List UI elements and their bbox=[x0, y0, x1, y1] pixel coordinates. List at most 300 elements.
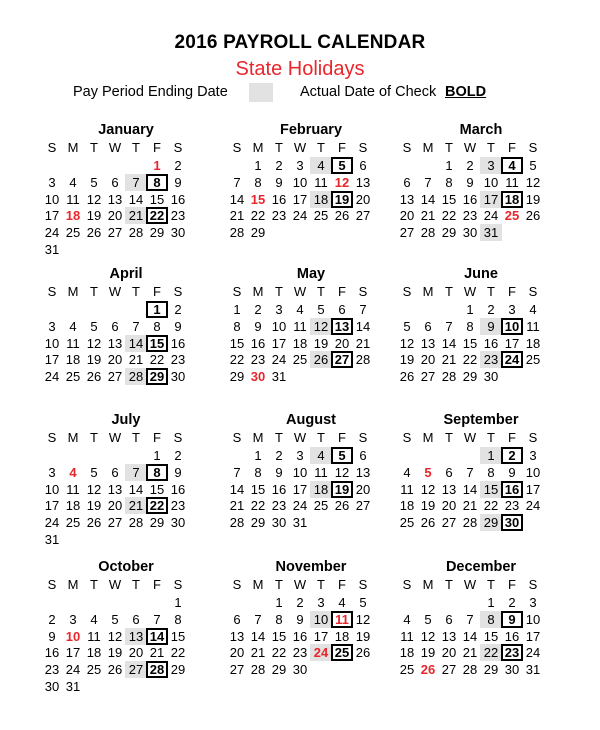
day-cell: 20 bbox=[107, 208, 123, 224]
month-name: April bbox=[109, 266, 143, 282]
day-cell: 26 bbox=[399, 369, 415, 385]
day-cell: 1 bbox=[445, 158, 453, 173]
day-cell: 4 bbox=[403, 464, 411, 480]
day-cell: 10 bbox=[292, 174, 308, 190]
day-cell: 9 bbox=[174, 318, 182, 334]
day-cell: 16 bbox=[271, 191, 287, 207]
day-header: T bbox=[132, 284, 140, 299]
day-header: T bbox=[275, 284, 283, 299]
day-cell: 24 bbox=[44, 515, 60, 531]
day-cell: 3 bbox=[529, 448, 537, 463]
day-cell: 6 bbox=[359, 158, 367, 173]
day-cell: 19 bbox=[86, 208, 102, 224]
month-name: December bbox=[445, 559, 517, 575]
day-cell: 28 bbox=[125, 368, 147, 385]
day-cell: 4 bbox=[69, 464, 77, 480]
day-cell: 16 bbox=[501, 481, 523, 498]
day-cell: 25 bbox=[525, 352, 541, 368]
day-cell: 3 bbox=[48, 464, 56, 480]
day-cell: 17 bbox=[44, 352, 60, 368]
day-cell: 11 bbox=[314, 174, 328, 190]
day-cell: 17 bbox=[65, 645, 81, 661]
day-cell: 8 bbox=[254, 464, 262, 480]
day-cell: 1 bbox=[153, 448, 161, 463]
day-cell: 29 bbox=[250, 515, 266, 531]
day-cell: 31 bbox=[271, 369, 287, 385]
day-cell: 15 bbox=[149, 481, 165, 497]
day-cell: 19 bbox=[331, 191, 353, 208]
day-cell: 9 bbox=[275, 174, 283, 190]
day-header: S bbox=[232, 140, 242, 155]
day-cell: 12 bbox=[334, 464, 350, 480]
day-header: M bbox=[252, 284, 264, 299]
day-cell: 11 bbox=[526, 318, 540, 334]
day-cell: 15 bbox=[146, 335, 168, 352]
day-cell: 15 bbox=[250, 481, 266, 497]
day-header: S bbox=[358, 284, 368, 299]
day-header: T bbox=[90, 140, 98, 155]
day-cell: 24 bbox=[525, 645, 541, 661]
day-header: S bbox=[528, 140, 538, 155]
day-cell: 24 bbox=[292, 498, 308, 514]
day-header: T bbox=[317, 140, 325, 155]
day-cell: 19 bbox=[313, 335, 329, 351]
day-cell: 2 bbox=[296, 595, 304, 610]
day-cell: 19 bbox=[399, 352, 415, 368]
day-cell: 2 bbox=[501, 447, 523, 464]
day-cell: 23 bbox=[250, 352, 266, 368]
day-cell: 1 bbox=[275, 595, 283, 610]
day-cell: 26 bbox=[420, 515, 436, 531]
day-cell: 15 bbox=[271, 628, 287, 644]
day-header: T bbox=[275, 577, 283, 592]
day-cell: 4 bbox=[403, 611, 411, 627]
day-cell: 21 bbox=[125, 497, 147, 514]
day-cell: 6 bbox=[233, 611, 241, 627]
month-name: January bbox=[98, 122, 154, 138]
day-cell: 23 bbox=[170, 352, 186, 368]
day-cell: 17 bbox=[480, 191, 502, 208]
day-cell: 26 bbox=[525, 208, 541, 224]
day-cell: 15 bbox=[229, 335, 245, 351]
day-cell: 26 bbox=[86, 225, 102, 241]
day-cell: 22 bbox=[462, 352, 478, 368]
day-cell: 5 bbox=[424, 464, 432, 480]
day-cell: 17 bbox=[44, 498, 60, 514]
month-name: November bbox=[275, 559, 347, 575]
month-name: June bbox=[464, 266, 498, 282]
day-cell: 18 bbox=[501, 191, 523, 208]
day-cell: 27 bbox=[441, 662, 457, 678]
day-cell: 17 bbox=[271, 335, 287, 351]
day-cell: 17 bbox=[44, 208, 60, 224]
day-header: F bbox=[338, 284, 346, 299]
day-cell: 13 bbox=[229, 628, 245, 644]
day-cell: 23 bbox=[501, 644, 523, 661]
day-cell: 30 bbox=[501, 514, 523, 531]
day-cell: 11 bbox=[66, 335, 80, 351]
day-cell: 16 bbox=[250, 335, 266, 351]
day-cell: 5 bbox=[424, 611, 432, 627]
month-name: May bbox=[296, 266, 326, 282]
day-header: S bbox=[358, 140, 368, 155]
day-cell: 16 bbox=[170, 335, 186, 351]
day-cell: 20 bbox=[107, 498, 123, 514]
day-cell: 25 bbox=[399, 515, 415, 531]
day-cell: 12 bbox=[420, 628, 436, 644]
day-cell: 5 bbox=[90, 318, 98, 334]
day-header: T bbox=[317, 577, 325, 592]
day-header: T bbox=[487, 140, 495, 155]
day-header: W bbox=[463, 140, 477, 155]
day-cell: 26 bbox=[310, 351, 332, 368]
day-cell: 15 bbox=[462, 335, 478, 351]
day-cell: 1 bbox=[487, 595, 495, 610]
day-cell: 9 bbox=[466, 174, 474, 190]
day-cell: 3 bbox=[48, 318, 56, 334]
day-cell: 29 bbox=[462, 369, 478, 385]
legend-pay-period-label: Pay Period Ending Date bbox=[73, 84, 228, 100]
day-cell: 14 bbox=[462, 628, 478, 644]
month-name: August bbox=[286, 412, 336, 428]
day-cell: 20 bbox=[107, 352, 123, 368]
day-cell: 17 bbox=[525, 481, 541, 497]
day-cell: 28 bbox=[250, 662, 266, 678]
day-cell: 16 bbox=[483, 335, 499, 351]
day-cell: 3 bbox=[508, 302, 516, 317]
day-cell: 21 bbox=[420, 208, 436, 224]
day-cell: 8 bbox=[233, 318, 241, 334]
day-cell: 14 bbox=[229, 481, 245, 497]
day-cell: 29 bbox=[271, 662, 287, 678]
day-cell: 30 bbox=[250, 369, 266, 385]
day-header: S bbox=[47, 284, 57, 299]
day-cell: 10 bbox=[271, 318, 287, 334]
day-header: W bbox=[293, 430, 307, 445]
day-cell: 29 bbox=[146, 368, 168, 385]
day-header: T bbox=[487, 577, 495, 592]
day-cell: 4 bbox=[310, 447, 332, 464]
day-header: T bbox=[487, 284, 495, 299]
day-cell: 14 bbox=[128, 191, 144, 207]
day-cell: 29 bbox=[480, 514, 502, 531]
day-cell: 13 bbox=[107, 335, 123, 351]
day-cell: 31 bbox=[480, 224, 502, 241]
day-cell: 27 bbox=[229, 662, 245, 678]
day-header: S bbox=[358, 577, 368, 592]
day-header: T bbox=[275, 430, 283, 445]
day-header: S bbox=[402, 430, 412, 445]
day-cell: 19 bbox=[420, 645, 436, 661]
day-cell: 4 bbox=[338, 595, 346, 610]
day-header: S bbox=[173, 140, 183, 155]
day-cell: 23 bbox=[504, 498, 520, 514]
day-header: F bbox=[508, 577, 516, 592]
day-cell: 30 bbox=[170, 225, 186, 241]
day-header: M bbox=[422, 284, 434, 299]
day-cell: 8 bbox=[466, 318, 474, 334]
day-header: F bbox=[153, 140, 161, 155]
day-cell: 2 bbox=[487, 302, 495, 317]
day-cell: 6 bbox=[111, 174, 119, 190]
day-cell: 29 bbox=[250, 225, 266, 241]
day-header: F bbox=[153, 284, 161, 299]
day-cell: 12 bbox=[420, 481, 436, 497]
day-header: F bbox=[508, 284, 516, 299]
day-cell: 23 bbox=[44, 662, 60, 678]
day-cell: 6 bbox=[403, 174, 411, 190]
day-cell: 3 bbox=[296, 158, 304, 173]
day-cell: 23 bbox=[170, 208, 186, 224]
day-cell: 10 bbox=[292, 464, 308, 480]
day-cell: 27 bbox=[331, 351, 353, 368]
day-cell: 27 bbox=[399, 225, 415, 241]
day-cell: 25 bbox=[65, 225, 81, 241]
day-cell: 8 bbox=[254, 174, 262, 190]
day-cell: 11 bbox=[400, 481, 414, 497]
day-cell: 3 bbox=[480, 157, 502, 174]
day-cell: 30 bbox=[170, 515, 186, 531]
day-cell: 31 bbox=[65, 679, 81, 694]
day-cell: 28 bbox=[441, 369, 457, 385]
day-cell: 18 bbox=[399, 498, 415, 514]
day-cell: 5 bbox=[331, 447, 353, 464]
day-cell: 19 bbox=[331, 481, 353, 498]
day-cell: 12 bbox=[86, 191, 102, 207]
day-header: T bbox=[445, 284, 453, 299]
day-cell: 22 bbox=[149, 352, 165, 368]
day-cell: 10 bbox=[501, 318, 523, 335]
day-cell: 18 bbox=[65, 208, 81, 224]
day-header: T bbox=[132, 430, 140, 445]
day-cell: 8 bbox=[146, 464, 168, 481]
day-cell: 5 bbox=[331, 157, 353, 174]
day-cell: 16 bbox=[271, 481, 287, 497]
day-cell: 9 bbox=[48, 628, 56, 644]
month-name: September bbox=[443, 412, 519, 428]
day-cell: 4 bbox=[90, 611, 98, 627]
day-cell: 15 bbox=[250, 191, 266, 207]
day-cell: 17 bbox=[292, 481, 308, 497]
day-cell: 18 bbox=[65, 498, 81, 514]
day-cell: 9 bbox=[296, 611, 304, 627]
page-title: 2016 PAYROLL CALENDAR bbox=[174, 32, 426, 53]
day-cell: 28 bbox=[128, 225, 144, 241]
day-cell: 7 bbox=[359, 302, 367, 317]
day-cell: 24 bbox=[525, 498, 541, 514]
day-cell: 24 bbox=[310, 644, 332, 661]
day-cell: 10 bbox=[525, 464, 541, 480]
day-cell: 19 bbox=[355, 628, 371, 644]
day-cell: 27 bbox=[107, 225, 123, 241]
day-cell: 10 bbox=[525, 611, 541, 627]
month-name: February bbox=[279, 122, 343, 138]
day-cell: 28 bbox=[146, 661, 168, 678]
day-cell: 14 bbox=[420, 191, 436, 207]
day-cell: 12 bbox=[399, 335, 415, 351]
day-cell: 27 bbox=[107, 515, 123, 531]
day-cell: 24 bbox=[65, 662, 81, 678]
day-cell: 24 bbox=[44, 225, 60, 241]
day-cell: 2 bbox=[275, 158, 283, 173]
month-name: October bbox=[98, 559, 154, 575]
day-cell: 20 bbox=[128, 645, 144, 661]
day-cell: 6 bbox=[111, 318, 119, 334]
day-cell: 25 bbox=[313, 498, 329, 514]
month-name: July bbox=[111, 412, 141, 428]
day-cell: 17 bbox=[504, 335, 520, 351]
day-cell: 26 bbox=[355, 645, 371, 661]
day-header: S bbox=[173, 284, 183, 299]
day-cell: 18 bbox=[525, 335, 541, 351]
day-cell: 2 bbox=[466, 158, 474, 173]
day-cell: 30 bbox=[44, 679, 60, 694]
day-cell: 8 bbox=[487, 464, 495, 480]
day-cell: 14 bbox=[462, 481, 478, 497]
day-cell: 13 bbox=[107, 191, 123, 207]
day-cell: 22 bbox=[271, 645, 287, 661]
day-header: S bbox=[232, 430, 242, 445]
day-header: W bbox=[108, 577, 122, 592]
day-header: W bbox=[463, 577, 477, 592]
day-cell: 12 bbox=[107, 628, 123, 644]
day-cell: 27 bbox=[125, 661, 147, 678]
day-cell: 9 bbox=[501, 611, 523, 628]
day-cell: 21 bbox=[462, 498, 478, 514]
day-header: T bbox=[445, 140, 453, 155]
day-cell: 13 bbox=[441, 628, 457, 644]
day-cell: 16 bbox=[292, 628, 308, 644]
day-cell: 22 bbox=[250, 208, 266, 224]
day-cell: 16 bbox=[462, 191, 478, 207]
day-cell: 12 bbox=[86, 335, 102, 351]
day-header: M bbox=[67, 140, 79, 155]
day-cell: 25 bbox=[399, 662, 415, 678]
day-cell: 14 bbox=[128, 481, 144, 497]
day-cell: 25 bbox=[65, 369, 81, 385]
day-cell: 26 bbox=[334, 208, 350, 224]
day-cell: 4 bbox=[529, 302, 537, 317]
day-cell: 27 bbox=[355, 208, 371, 224]
day-cell: 25 bbox=[292, 352, 308, 368]
day-cell: 23 bbox=[271, 208, 287, 224]
day-cell: 14 bbox=[250, 628, 266, 644]
day-cell: 13 bbox=[420, 335, 436, 351]
day-cell: 11 bbox=[293, 318, 307, 334]
day-cell: 30 bbox=[483, 369, 499, 385]
day-cell: 10 bbox=[44, 335, 60, 351]
day-cell: 2 bbox=[174, 448, 182, 463]
day-header: F bbox=[153, 577, 161, 592]
day-cell: 23 bbox=[170, 498, 186, 514]
day-cell: 13 bbox=[125, 628, 147, 645]
day-cell: 8 bbox=[445, 174, 453, 190]
day-cell: 7 bbox=[466, 464, 474, 480]
day-cell: 7 bbox=[254, 611, 262, 627]
day-cell: 22 bbox=[480, 644, 502, 661]
day-cell: 17 bbox=[313, 628, 329, 644]
day-cell: 3 bbox=[48, 174, 56, 190]
day-cell: 14 bbox=[355, 318, 371, 334]
day-cell: 26 bbox=[334, 498, 350, 514]
day-header: W bbox=[293, 284, 307, 299]
day-cell: 18 bbox=[399, 645, 415, 661]
day-cell: 18 bbox=[310, 481, 332, 498]
day-header: S bbox=[402, 577, 412, 592]
day-cell: 25 bbox=[313, 208, 329, 224]
day-cell: 22 bbox=[170, 645, 186, 661]
day-cell: 11 bbox=[314, 464, 328, 480]
day-cell: 22 bbox=[146, 497, 168, 514]
day-cell: 28 bbox=[420, 225, 436, 241]
page-subtitle: State Holidays bbox=[235, 58, 365, 80]
day-cell: 21 bbox=[125, 207, 147, 224]
day-cell: 10 bbox=[65, 628, 81, 644]
day-cell: 7 bbox=[233, 464, 241, 480]
day-cell: 5 bbox=[111, 611, 119, 627]
day-cell: 4 bbox=[69, 318, 77, 334]
day-cell: 1 bbox=[254, 448, 262, 463]
day-cell: 20 bbox=[441, 645, 457, 661]
day-cell: 6 bbox=[424, 318, 432, 334]
day-cell: 15 bbox=[483, 628, 499, 644]
day-cell: 21 bbox=[149, 645, 165, 661]
day-header: S bbox=[47, 430, 57, 445]
month-name: March bbox=[459, 122, 503, 138]
day-cell: 28 bbox=[229, 515, 245, 531]
day-cell: 21 bbox=[355, 335, 371, 351]
day-cell: 28 bbox=[462, 515, 478, 531]
day-header: F bbox=[508, 140, 516, 155]
day-cell: 30 bbox=[292, 662, 308, 678]
day-header: T bbox=[132, 140, 140, 155]
day-cell: 26 bbox=[86, 515, 102, 531]
day-header: S bbox=[358, 430, 368, 445]
day-header: S bbox=[232, 284, 242, 299]
day-cell: 18 bbox=[86, 645, 102, 661]
day-cell: 30 bbox=[504, 662, 520, 678]
day-cell: 7 bbox=[132, 318, 140, 334]
day-cell: 4 bbox=[69, 174, 77, 190]
day-cell: 7 bbox=[445, 318, 453, 334]
day-cell: 13 bbox=[399, 191, 415, 207]
day-cell: 1 bbox=[146, 301, 168, 318]
day-cell: 23 bbox=[292, 645, 308, 661]
day-cell: 3 bbox=[275, 302, 283, 317]
day-cell: 2 bbox=[174, 158, 182, 173]
day-cell: 8 bbox=[174, 611, 182, 627]
day-cell: 17 bbox=[525, 628, 541, 644]
day-cell: 31 bbox=[525, 662, 541, 678]
day-cell: 21 bbox=[229, 208, 245, 224]
day-cell: 28 bbox=[355, 352, 371, 368]
day-cell: 1 bbox=[480, 447, 502, 464]
day-cell: 19 bbox=[86, 352, 102, 368]
legend-bold-label: BOLD bbox=[445, 84, 487, 100]
day-cell: 31 bbox=[292, 515, 308, 531]
day-cell: 29 bbox=[170, 662, 186, 678]
day-cell: 7 bbox=[125, 464, 147, 481]
day-header: M bbox=[252, 140, 264, 155]
day-cell: 11 bbox=[66, 191, 80, 207]
day-cell: 30 bbox=[462, 225, 478, 241]
day-cell: 2 bbox=[508, 595, 516, 610]
day-cell: 1 bbox=[153, 158, 161, 173]
day-cell: 30 bbox=[170, 369, 186, 385]
day-cell: 21 bbox=[250, 645, 266, 661]
day-cell: 1 bbox=[466, 302, 474, 317]
day-header: S bbox=[47, 140, 57, 155]
